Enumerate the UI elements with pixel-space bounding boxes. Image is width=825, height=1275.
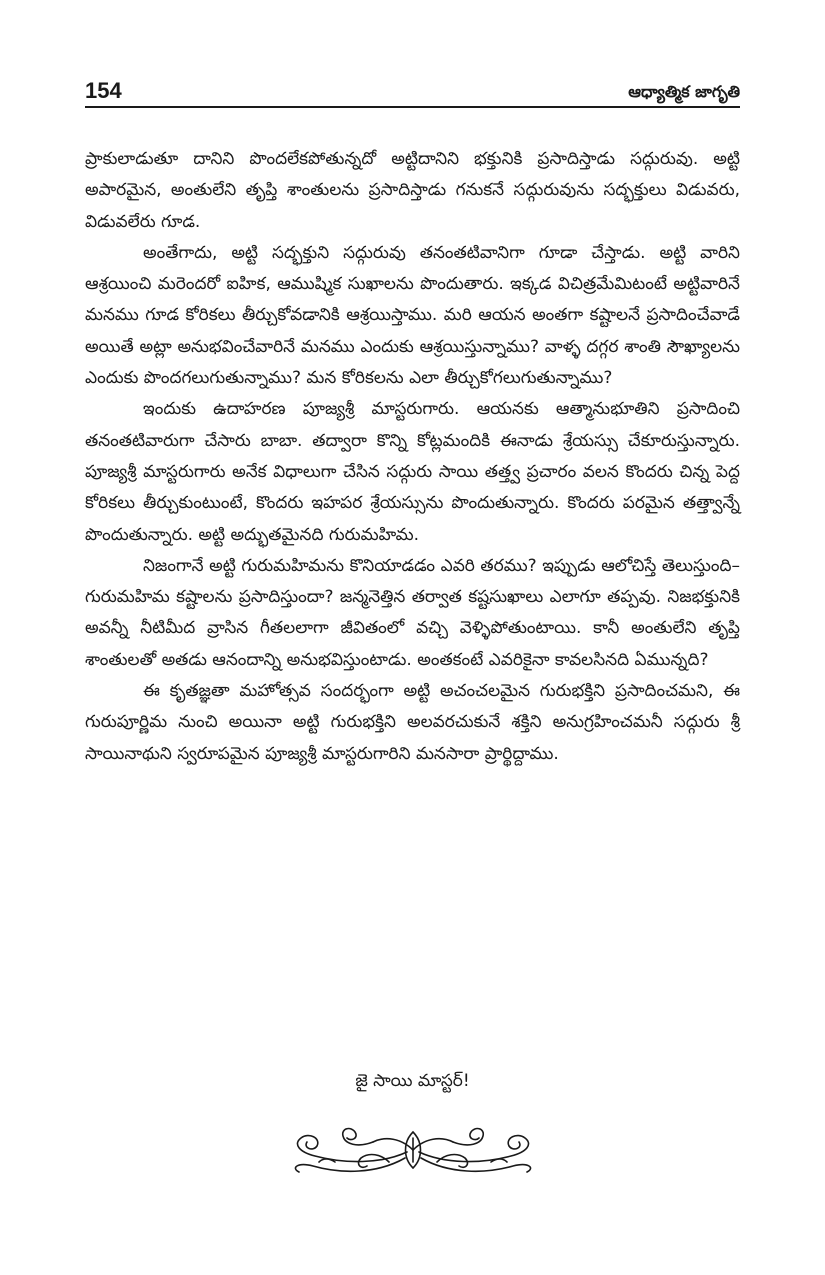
page-header [85, 78, 740, 108]
paragraph-3: ఇందుకు ఉదాహరణ పూజ్యశ్రీ మాస్టరుగారు. ఆయనకు ఆత్మానుభూతిని ప్రసాదించి తనంతటివారుగా చేసారు బాబా. తద్వారా కొన్ని కోట్లమందికి ఈనాడు శ్రేయస్సు చేకూరుస్తున్నారు. పూజ్యశ్రీ మాస్టరుగారు అనేక విధాలుగా చేసిన సద్గురు సాయి తత్త్వ ప్రచారం వలన కొందరు చిన్న పెద్ద కోరికలు తీర్చుకుంటుంటే, కొందరు ఇహపర శ్రేయస్సును పొందుతున్నారు. కొందరు పరమైన తత్త్వాన్నే పొందుతున్నారు. అట్టి అద్భుతమైనది గురుమహిమ. [85, 399, 740, 545]
paragraph-4: నిజంగానే అట్టి గురుమహిమను కొనియాడడం ఎవరి తరము? ఇప్పుడు ఆలోచిస్తే తెలుస్తుంది– గురుమహిమ కష్టాలను ప్రసాదిస్తుందా? జన్మనెత్తిన తర్వాత కష్టసుఖాలు ఎలాగూ తప్పవు. నిజభక్తునికి అవన్నీ నీటిమీద వ్రాసిన గీతలలాగా జీవితంలో వచ్చి వెళ్ళిపోతుంటాయి. కానీ అంతులేని తృప్తి శాంతులతో అతడు ఆనందాన్ని అనుభవిస్తుంటాడు. అంతకంటే ఎవరికైనా కావలసినది ఏమున్నది? [85, 555, 740, 670]
paragraph-1: ప్రాకులాడుతూ దానిని పొందలేకపోతున్నదో అట్టిదానిని భక్తునికి ప్రసాదిస్తాడు సద్గురువు. అట్టి అపారమైన, అంతులేని తృప్తి శాంతులను ప్రసాదిస్తాడు గనుకనే సద్గురువును సద్భక్తులు విడువరు, విడువలేరు గూడ. [85, 149, 740, 232]
body-text [85, 144, 740, 770]
closing-salutation: జై సాయి మాస్టర్! [355, 1071, 470, 1091]
paragraph-5: ఈ కృతజ్ఞతా మహోత్సవ సందర్భంగా అట్టి అచంచలమైన గురుభక్తిని ప్రసాదించమని, ఈ గురుపూర్ణిమ నుంచి అయినా అట్టి గురుభక్తిని అలవరచుకునే శక్తిని అనుగ్రహించమనీ సద్గురు శ్రీ సాయినాథుని స్వరూపమైన పూజ్యశ్రీ మాస్టరుగారిని మనసారా ప్రార్థిద్దాము. [85, 681, 740, 764]
flourish-ornament-icon [285, 1118, 541, 1182]
page-number: 154 [85, 78, 122, 103]
running-title: ఆధ్యాత్మిక జాగృతి [628, 82, 740, 101]
paragraph-2: అంతేగాదు, అట్టి సద్భక్తుని సద్గురువు తనంతటివానిగా గూడా చేస్తాడు. అట్టి వారిని ఆశ్రయించి మరెందరో ఐహిక, ఆముష్మిక సుఖాలను పొందుతారు. ఇక్కడ విచిత్రమేమిటంటే అట్టివారినే మనము గూడ కోరికలు తీర్చుకోవడానికి ఆశ్రయిస్తాము. మరి ఆయన అంతగా కష్టాలనే ప్రసాదించేవాడే అయితే అట్లా అనుభవించేవారినే మనము ఎందుకు ఆశ్రయిస్తున్నాము? వాళ్ళ దగ్గర శాంతి సౌఖ్యాలను ఎందుకు పొందగలుగుతున్నాము? మన కోరికలను ఎలా తీర్చుకోగలుగుతున్నాము? [85, 242, 740, 389]
header-rule [85, 106, 740, 108]
